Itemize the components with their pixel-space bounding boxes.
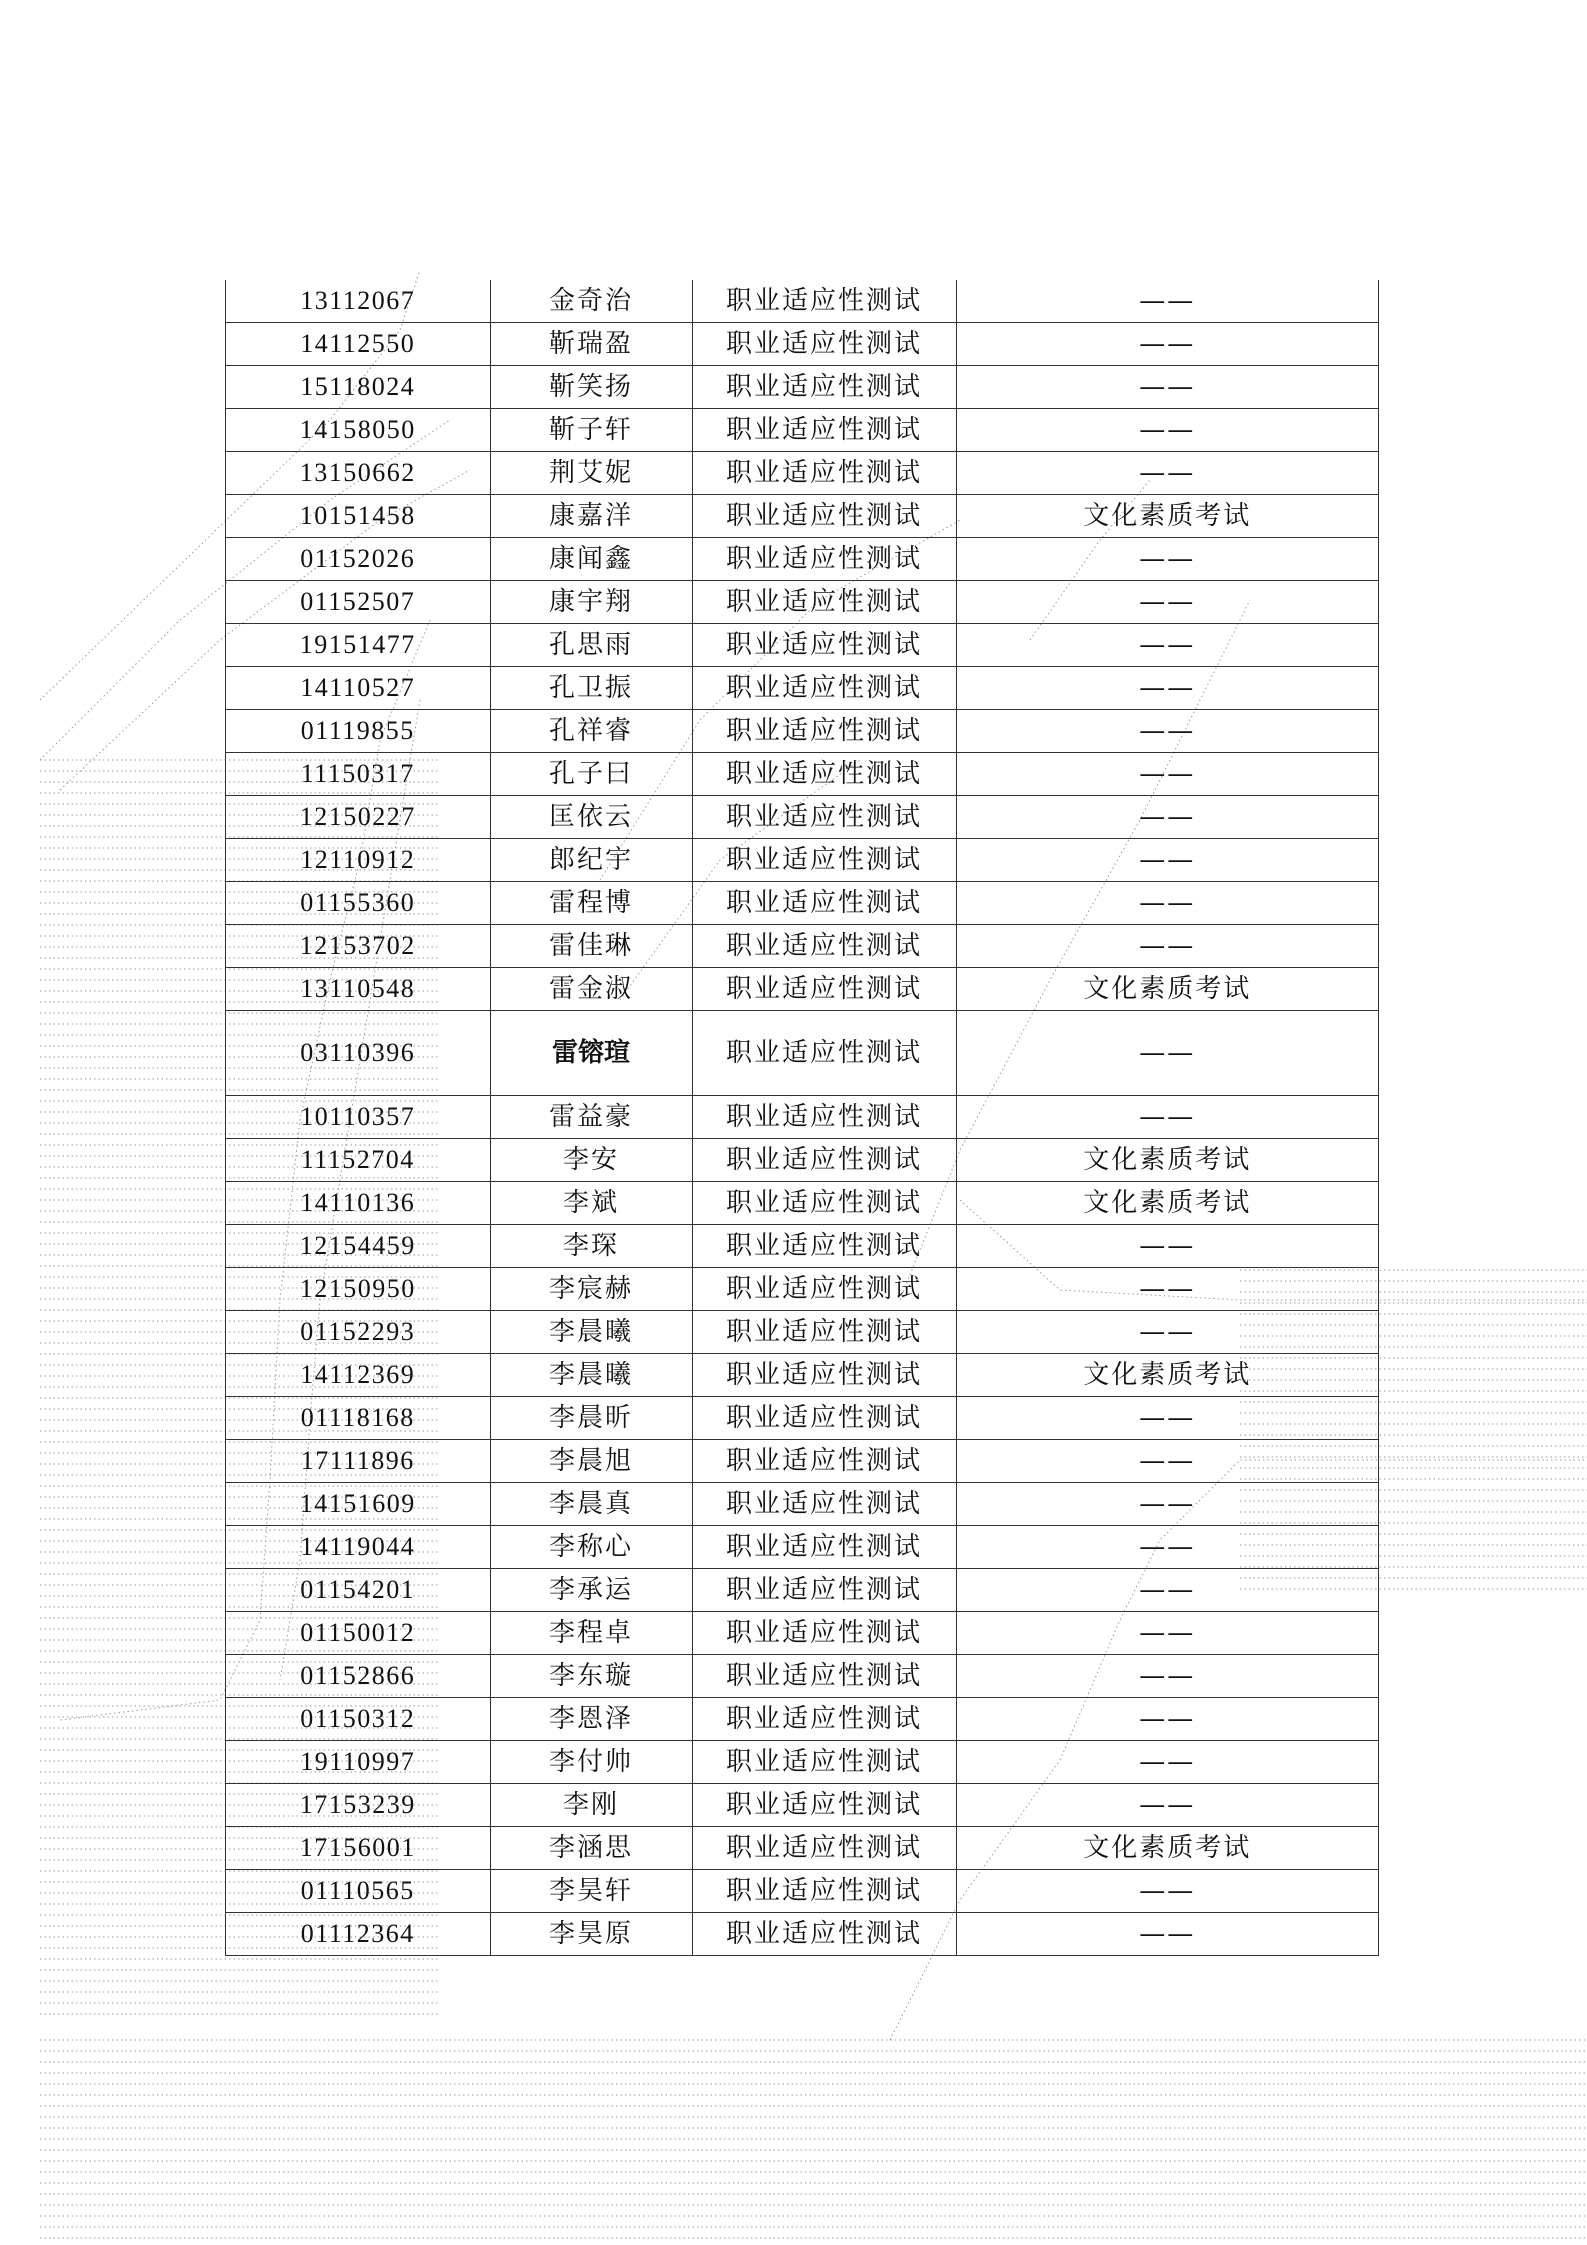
applicant-id-cell: 15118024 [226,366,490,409]
applicant-id-cell: 13150662 [226,452,490,495]
applicant-id-cell: 14119044 [226,1526,490,1569]
applicant-name-cell: 靳瑞盈 [490,323,692,366]
table-row [226,1569,1378,1612]
table-row [226,1397,1378,1440]
applicant-name-cell: 孔思雨 [490,624,692,667]
applicant-id-cell: 10151458 [226,495,490,538]
exam-type-cell: 职业适应性测试 [692,667,956,710]
table-row [226,624,1378,667]
additional-exam-cell: —— [956,1268,1378,1311]
additional-exam-cell: 文化素质考试 [956,1354,1378,1397]
applicant-name-cell: 孔祥睿 [490,710,692,753]
table-row [226,667,1378,710]
additional-exam-cell: —— [956,1784,1378,1827]
exam-type-cell: 职业适应性测试 [692,1011,956,1096]
additional-exam-cell: 文化素质考试 [956,1182,1378,1225]
exam-type-cell: 职业适应性测试 [692,839,956,882]
additional-exam-cell: —— [956,753,1378,796]
additional-exam-cell: —— [956,1397,1378,1440]
applicant-name-cell: 郎纪宇 [490,839,692,882]
exam-type-cell: 职业适应性测试 [692,1268,956,1311]
table-row [226,1870,1378,1913]
table-row [226,1268,1378,1311]
applicant-name-cell: 李宸赫 [490,1268,692,1311]
applicant-name-cell: 李晨真 [490,1483,692,1526]
exam-type-cell: 职业适应性测试 [692,452,956,495]
table-row [226,1741,1378,1784]
applicant-name-cell: 李涵思 [490,1827,692,1870]
applicant-name-cell: 李晨曦 [490,1311,692,1354]
applicant-name-cell: 靳子轩 [490,409,692,452]
additional-exam-cell: —— [956,366,1378,409]
additional-exam-cell: —— [956,1483,1378,1526]
additional-exam-cell: —— [956,538,1378,581]
applicant-id-cell: 01152507 [226,581,490,624]
additional-exam-cell: —— [956,839,1378,882]
additional-exam-cell: —— [956,925,1378,968]
applicant-name-cell: 雷金淑 [490,968,692,1011]
applicant-name-cell: 李安 [490,1139,692,1182]
applicant-name-cell: 李斌 [490,1182,692,1225]
applicant-name-cell: 荆艾妮 [490,452,692,495]
applicant-name-cell: 孔卫振 [490,667,692,710]
applicant-id-cell: 14112369 [226,1354,490,1397]
additional-exam-cell: —— [956,1225,1378,1268]
exam-type-cell: 职业适应性测试 [692,409,956,452]
table-row [226,925,1378,968]
exam-type-cell: 职业适应性测试 [692,624,956,667]
table-row [226,1827,1378,1870]
applicant-name-cell: 李恩泽 [490,1698,692,1741]
applicant-name-cell: 李晨旭 [490,1440,692,1483]
table-row [226,323,1378,366]
applicant-name-cell: 康闻鑫 [490,538,692,581]
exam-type-cell: 职业适应性测试 [692,925,956,968]
additional-exam-cell: —— [1139,1919,1196,1949]
applicant-id-cell: 03110396 [226,1011,490,1096]
table-row [226,796,1378,839]
applicant-id-cell: 17156001 [226,1827,490,1870]
applicant-name-cell: 李琛 [490,1225,692,1268]
table-row [226,882,1378,925]
applicant-id-cell: 01112364 [226,1913,490,1956]
applicant-name-cell: 金奇治 [490,280,692,323]
table-row [226,1311,1378,1354]
exam-type-cell: 职业适应性测试 [692,1741,956,1784]
exam-type-cell: 职业适应性测试 [692,1655,956,1698]
additional-exam-cell: —— [956,667,1378,710]
applicant-id-cell: 01155360 [226,882,490,925]
applicant-id-cell: 01150012 [226,1612,490,1655]
exam-type-cell: 职业适应性测试 [692,1827,956,1870]
exam-type-cell: 职业适应性测试 [692,1139,956,1182]
additional-exam-cell: —— [956,581,1378,624]
applicant-name-cell: 李晨昕 [490,1397,692,1440]
exam-type-cell: 职业适应性测试 [692,1870,956,1913]
exam-type-cell: 职业适应性测试 [692,1483,956,1526]
applicant-table [226,280,1378,1955]
additional-exam-cell: —— [956,710,1378,753]
table-row [226,753,1378,796]
exam-type-cell: 职业适应性测试 [692,581,956,624]
exam-type-cell: 职业适应性测试 [692,538,956,581]
table-row [226,538,1378,581]
additional-exam-cell: —— [956,452,1378,495]
applicant-name-cell: 雷益豪 [490,1096,692,1139]
additional-exam-cell: 文化素质考试 [956,968,1378,1011]
exam-type-cell: 职业适应性测试 [692,710,956,753]
applicant-id-cell: 10110357 [226,1096,490,1139]
additional-exam-cell: —— [956,1569,1378,1612]
applicant-id-cell: 01152026 [226,538,490,581]
applicant-id-cell: 12153702 [226,925,490,968]
applicant-id-cell: 13110548 [226,968,490,1011]
exam-type-cell: 职业适应性测试 [692,753,956,796]
exam-type-cell: 职业适应性测试 [692,280,956,323]
exam-type-cell: 职业适应性测试 [692,1440,956,1483]
exam-type-cell: 职业适应性测试 [692,968,956,1011]
table-row [226,1182,1378,1225]
applicant-name-cell: 李程卓 [490,1612,692,1655]
exam-type-cell: 职业适应性测试 [692,1526,956,1569]
additional-exam-cell: —— [956,796,1378,839]
table-row [226,280,1378,323]
applicant-name-cell: 李东璇 [490,1655,692,1698]
exam-type-cell: 职业适应性测试 [692,366,956,409]
applicant-name-cell: 李刚 [490,1784,692,1827]
table-row [226,1483,1378,1526]
applicant-name-cell: 康嘉洋 [490,495,692,538]
additional-exam-cell: 文化素质考试 [956,1827,1378,1870]
exam-type-cell: 职业适应性测试 [692,1784,956,1827]
additional-exam-cell: —— [956,1096,1378,1139]
table-row [226,1526,1378,1569]
additional-exam-cell: 文化素质考试 [956,495,1378,538]
applicant-table-container [225,280,1379,1956]
additional-exam-cell: —— [956,1011,1378,1096]
additional-exam-cell: —— [956,1655,1378,1698]
additional-exam-cell: —— [956,1741,1378,1784]
applicant-id-cell: 14151609 [226,1483,490,1526]
exam-type-cell: 职业适应性测试 [692,1569,956,1612]
exam-type-cell: 职业适应性测试 [692,323,956,366]
exam-type-cell: 职业适应性测试 [692,1354,956,1397]
exam-type-cell: 职业适应性测试 [692,495,956,538]
applicant-id-cell: 17111896 [226,1440,490,1483]
applicant-id-cell: 19110997 [226,1741,490,1784]
applicant-id-cell: 14112550 [226,323,490,366]
applicant-name-cell: 李承运 [490,1569,692,1612]
table-row [226,409,1378,452]
applicant-name-cell: 雷程博 [490,882,692,925]
exam-type-cell: 职业适应性测试 [692,1698,956,1741]
table-row [226,1096,1378,1139]
additional-exam-cell: —— [956,1440,1378,1483]
applicant-id-cell: 01119855 [226,710,490,753]
table-row [226,1440,1378,1483]
additional-exam-cell: —— [956,1311,1378,1354]
table-row [226,452,1378,495]
applicant-name-cell: 雷镕瑄 [490,1011,692,1096]
applicant-id-cell: 01152866 [226,1655,490,1698]
exam-type-cell: 职业适应性测试 [692,1311,956,1354]
applicant-id-cell: 11150317 [226,753,490,796]
table-row [226,1698,1378,1741]
table-row [226,1913,1378,1956]
applicant-name-cell: 李付帅 [490,1741,692,1784]
additional-exam-cell: —— [956,1698,1378,1741]
additional-exam-cell: —— [956,1870,1378,1913]
table-row [226,1225,1378,1268]
exam-type-cell: 职业适应性测试 [692,1612,956,1655]
applicant-id-cell: 01150312 [226,1698,490,1741]
table-row [226,710,1378,753]
table-row [226,581,1378,624]
additional-exam-cell: —— [956,1612,1378,1655]
exam-type-cell: 职业适应性测试 [692,1096,956,1139]
exam-type-cell: 职业适应性测试 [692,1913,956,1956]
table-row [226,495,1378,538]
applicant-id-cell: 01110565 [226,1870,490,1913]
applicant-name-cell: 康宇翔 [490,581,692,624]
applicant-id-cell: 11152704 [226,1139,490,1182]
applicant-id-cell: 12150227 [226,796,490,839]
applicant-id-cell: 01118168 [226,1397,490,1440]
applicant-name-cell: 孔子曰 [490,753,692,796]
applicant-id-cell: 17153239 [226,1784,490,1827]
exam-type-cell: 职业适应性测试 [692,1182,956,1225]
applicant-id-cell: 12154459 [226,1225,490,1268]
applicant-name-cell: 匡依云 [490,796,692,839]
exam-type-cell: 职业适应性测试 [692,1225,956,1268]
table-row [226,1139,1378,1182]
table-row [226,366,1378,409]
applicant-name-cell: 雷佳琳 [490,925,692,968]
additional-exam-cell: —— [956,323,1378,366]
applicant-name-cell: 靳笑扬 [490,366,692,409]
exam-type-cell: 职业适应性测试 [692,882,956,925]
applicant-id-cell: 14110527 [226,667,490,710]
applicant-id-cell: 12110912 [226,839,490,882]
table-row [226,839,1378,882]
table-row [226,1655,1378,1698]
table-row [226,968,1378,1011]
table-row [226,1011,1378,1096]
exam-type-cell: 职业适应性测试 [692,1397,956,1440]
applicant-id-cell: 01154201 [226,1569,490,1612]
applicant-id-cell: 01152293 [226,1311,490,1354]
applicant-name-cell: 李称心 [490,1526,692,1569]
applicant-name-cell: 李昊轩 [490,1870,692,1913]
additional-exam-cell: —— [956,624,1378,667]
applicant-id-cell: 19151477 [226,624,490,667]
applicant-id-cell: 14158050 [226,409,490,452]
additional-exam-cell: —— [956,409,1378,452]
table-row [226,1354,1378,1397]
table-row [226,1784,1378,1827]
additional-exam-cell: —— [956,882,1378,925]
applicant-id-cell: 13112067 [226,280,490,323]
table-row [226,1612,1378,1655]
exam-type-cell: 职业适应性测试 [692,796,956,839]
applicant-name-cell: 李晨曦 [490,1354,692,1397]
applicant-id-cell: 14110136 [226,1182,490,1225]
additional-exam-cell: —— [956,1526,1378,1569]
additional-exam-cell: 文化素质考试 [956,1139,1378,1182]
additional-exam-cell: —— [956,280,1378,323]
applicant-id-cell: 12150950 [226,1268,490,1311]
applicant-name-cell: 李昊原 [490,1913,692,1956]
